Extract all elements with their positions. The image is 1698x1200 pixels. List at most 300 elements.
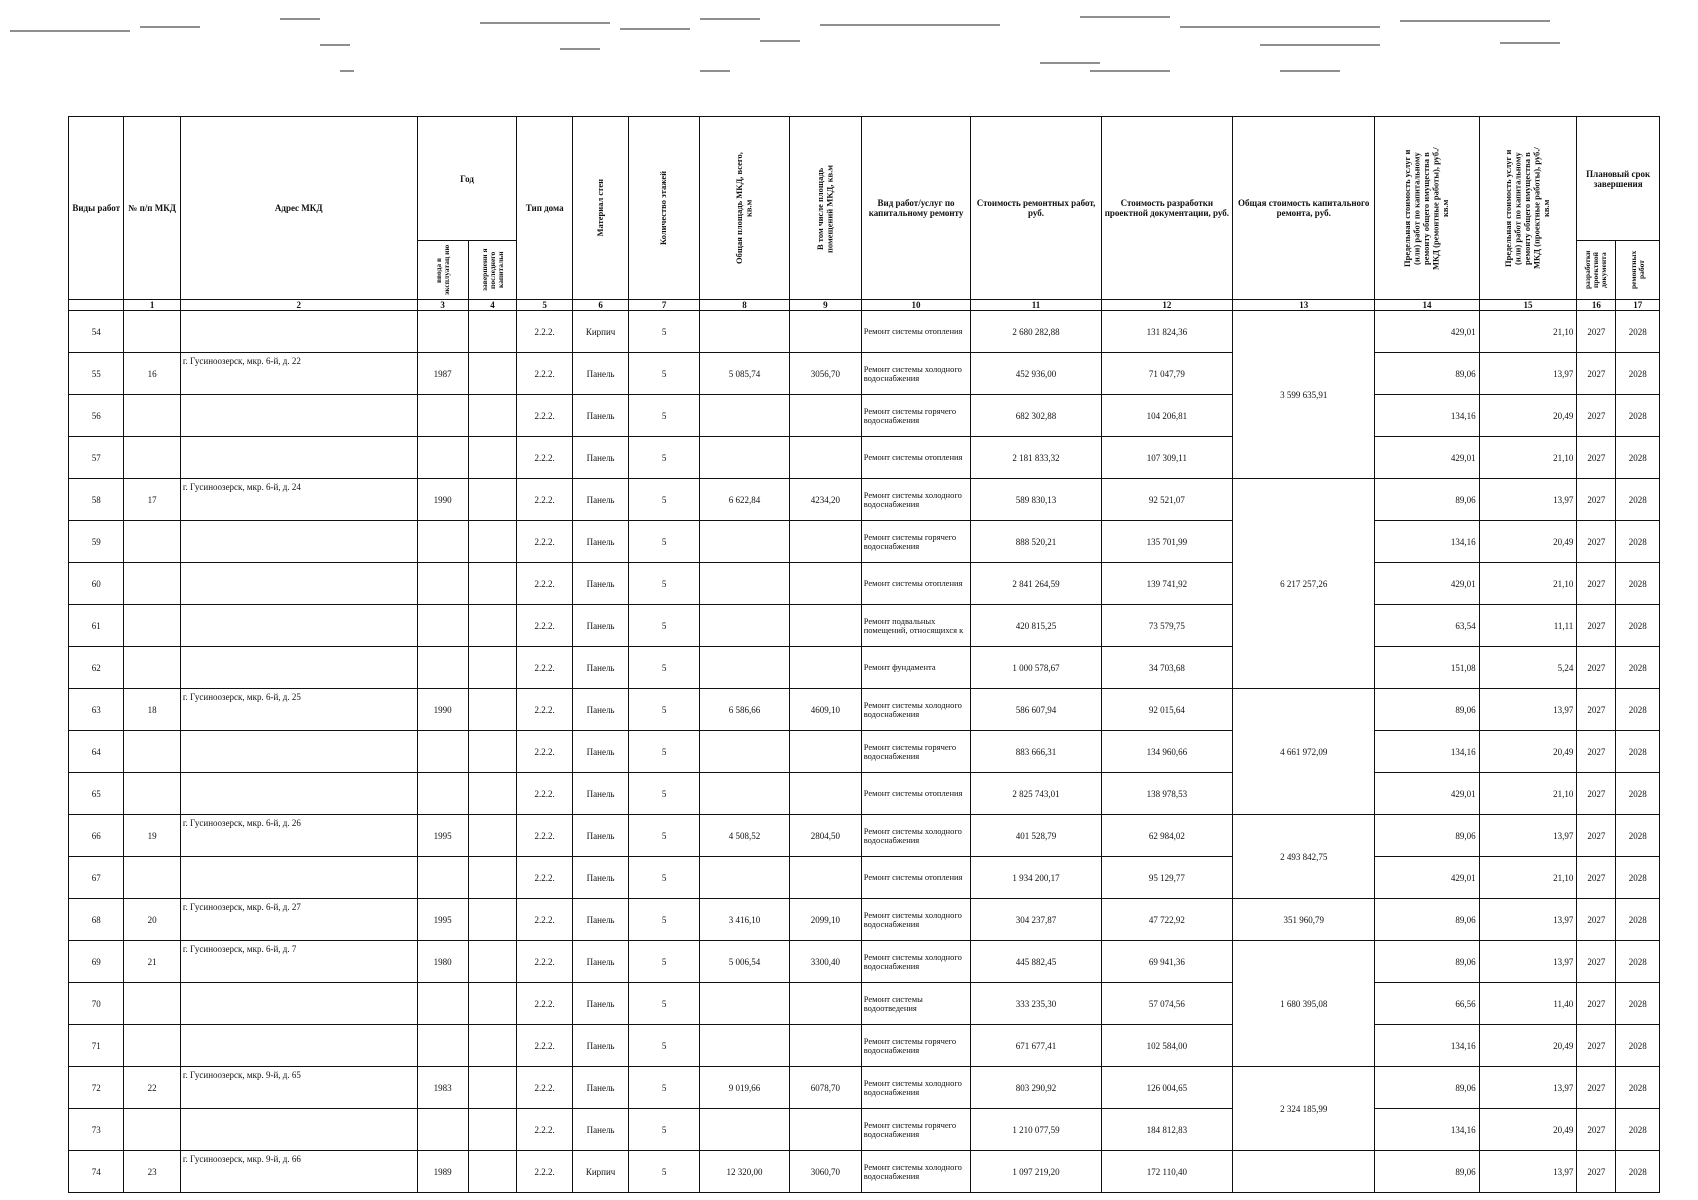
house-type: 2.2.2.: [517, 1025, 572, 1067]
repair-cost: 586 607,94: [971, 689, 1101, 731]
premises-area: 4609,10: [790, 689, 862, 731]
premises-area: 3060,70: [790, 1151, 862, 1193]
address: [180, 1025, 417, 1067]
header-year: Год: [417, 117, 517, 241]
year-overhaul: [468, 773, 517, 815]
deadline-repair: 2028: [1616, 353, 1660, 395]
wall-material: Панель: [572, 353, 628, 395]
column-number: 8: [699, 300, 789, 311]
limit-repair: 134,16: [1375, 521, 1479, 563]
header-design-cost: Стоимость разработки проектной документации, руб.: [1101, 117, 1232, 300]
design-cost: 69 941,36: [1101, 941, 1232, 983]
row-number: 71: [69, 1025, 124, 1067]
service-type: [861, 1025, 971, 1067]
year-commission: 1995: [417, 899, 468, 941]
repair-cost: 671 677,41: [971, 1025, 1101, 1067]
limit-design: 13,97: [1479, 353, 1577, 395]
year-overhaul: [468, 1151, 517, 1193]
house-type: 2.2.2.: [517, 773, 572, 815]
total-area: 3 416,10: [699, 899, 789, 941]
deadline-design: 2027: [1577, 899, 1616, 941]
header-total-area: Общая площадь МКД, всего, кв.м: [699, 117, 789, 300]
column-number: 9: [790, 300, 862, 311]
premises-area: 2804,50: [790, 815, 862, 857]
table-row: [69, 437, 1660, 479]
column-number: 14: [1375, 300, 1479, 311]
address: [180, 647, 417, 689]
limit-design: 21,10: [1479, 437, 1577, 479]
header-service-type: Вид работ/услуг по капитальному ремонту: [861, 117, 971, 300]
year-overhaul: [468, 311, 517, 353]
limit-repair: 429,01: [1375, 311, 1479, 353]
header-year-overhaul: завершени я последнего капитальн: [468, 241, 517, 300]
limit-repair: 134,16: [1375, 731, 1479, 773]
limit-design: 13,97: [1479, 1151, 1577, 1193]
floors: 5: [629, 647, 700, 689]
service-type-text: Ремонт системы холодного водоснабжения: [863, 910, 962, 929]
total-area: [699, 731, 789, 773]
table-row: [69, 353, 1660, 395]
total-cost: [1233, 1151, 1375, 1193]
floors: 5: [629, 899, 700, 941]
deadline-repair: 2028: [1616, 563, 1660, 605]
year-commission: [417, 563, 468, 605]
mkd-number: 21: [124, 941, 180, 983]
deadline-repair: 2028: [1616, 689, 1660, 731]
deadline-repair: 2028: [1616, 521, 1660, 563]
year-overhaul: [468, 857, 517, 899]
table-header: [69, 117, 1660, 311]
deadline-design: 2027: [1577, 773, 1616, 815]
service-type: [861, 311, 971, 353]
deadline-repair: 2028: [1616, 311, 1660, 353]
address: г. Гусиноозерск, мкр. 6-й, д. 27: [180, 899, 417, 941]
wall-material: Панель: [572, 857, 628, 899]
year-overhaul: [468, 353, 517, 395]
header-address: Адрес МКД: [180, 117, 417, 300]
service-type-text: Ремонт системы холодного водоснабжения: [863, 364, 962, 383]
address: [180, 1109, 417, 1151]
service-type-text: Ремонт системы холодного водоснабжения: [863, 1078, 962, 1097]
total-cost: 351 960,79: [1233, 899, 1375, 941]
row-number: 74: [69, 1151, 124, 1193]
repair-cost: 1 097 219,20: [971, 1151, 1101, 1193]
limit-design: 11,11: [1479, 605, 1577, 647]
year-overhaul: [468, 521, 517, 563]
limit-repair: 429,01: [1375, 563, 1479, 605]
repair-cost: 1 210 077,59: [971, 1109, 1101, 1151]
mkd-number: [124, 857, 180, 899]
year-overhaul: [468, 983, 517, 1025]
deadline-repair: 2028: [1616, 815, 1660, 857]
deadline-repair: 2028: [1616, 773, 1660, 815]
wall-material: Панель: [572, 815, 628, 857]
wall-material: Панель: [572, 1025, 628, 1067]
total-cost: 1 680 395,08: [1233, 941, 1375, 1067]
service-type: [861, 899, 971, 941]
mkd-number: 23: [124, 1151, 180, 1193]
service-type: [861, 1109, 971, 1151]
repair-cost: 445 882,45: [971, 941, 1101, 983]
deadline-design: 2027: [1577, 647, 1616, 689]
deadline-design: 2027: [1577, 437, 1616, 479]
deadline-design: 2027: [1577, 353, 1616, 395]
year-overhaul: [468, 1109, 517, 1151]
year-commission: 1990: [417, 689, 468, 731]
row-number: 60: [69, 563, 124, 605]
deadline-design: 2027: [1577, 479, 1616, 521]
design-cost: 102 584,00: [1101, 1025, 1232, 1067]
total-area: [699, 395, 789, 437]
mkd-number: [124, 983, 180, 1025]
deadline-repair: 2028: [1616, 1067, 1660, 1109]
design-cost: 73 579,75: [1101, 605, 1232, 647]
row-number: 72: [69, 1067, 124, 1109]
floors: 5: [629, 1025, 700, 1067]
mkd-number: [124, 395, 180, 437]
repair-cost: 2 680 282,88: [971, 311, 1101, 353]
service-type-text: Ремонт системы горячего водоснабжения: [863, 532, 957, 551]
deadline-repair: 2028: [1616, 437, 1660, 479]
mkd-number: [124, 1025, 180, 1067]
premises-area: [790, 563, 862, 605]
row-number: 69: [69, 941, 124, 983]
limit-design: 21,10: [1479, 311, 1577, 353]
floors: 5: [629, 1109, 700, 1151]
service-type: [861, 353, 971, 395]
service-type: [861, 1151, 971, 1193]
year-overhaul: [468, 1025, 517, 1067]
premises-area: 6078,70: [790, 1067, 862, 1109]
table-row: [69, 1067, 1660, 1109]
limit-repair: 89,06: [1375, 815, 1479, 857]
row-number: 64: [69, 731, 124, 773]
row-number: 59: [69, 521, 124, 563]
table-row: [69, 479, 1660, 521]
service-type-text: Ремонт системы горячего водоснабжения: [863, 1036, 957, 1055]
deadline-design: 2027: [1577, 815, 1616, 857]
header-house-type: Тип дома: [517, 117, 572, 300]
row-number: 55: [69, 353, 124, 395]
table-row: [69, 395, 1660, 437]
table-row: [69, 1025, 1660, 1067]
repair-cost: 420 815,25: [971, 605, 1101, 647]
row-number: 62: [69, 647, 124, 689]
mkd-number: [124, 605, 180, 647]
year-commission: [417, 437, 468, 479]
service-type-text: Ремонт системы горячего водоснабжения: [863, 1120, 957, 1139]
mkd-number: 18: [124, 689, 180, 731]
repair-cost: 2 841 264,59: [971, 563, 1101, 605]
repair-cost: 2 825 743,01: [971, 773, 1101, 815]
header-mkd-number: № п/п МКД: [124, 117, 180, 300]
column-number: 11: [971, 300, 1101, 311]
row-number: 57: [69, 437, 124, 479]
table-row: [69, 563, 1660, 605]
column-number: 5: [517, 300, 572, 311]
year-commission: [417, 605, 468, 647]
house-type: 2.2.2.: [517, 605, 572, 647]
design-cost: 139 741,92: [1101, 563, 1232, 605]
premises-area: [790, 1109, 862, 1151]
table-row: [69, 899, 1660, 941]
design-cost: 138 978,53: [1101, 773, 1232, 815]
column-number: 10: [861, 300, 971, 311]
wall-material: Панель: [572, 395, 628, 437]
floors: 5: [629, 983, 700, 1025]
repair-cost: 401 528,79: [971, 815, 1101, 857]
scan-artifacts: [0, 0, 1698, 90]
service-type-text: Ремонт фундамента: [863, 663, 936, 672]
design-cost: 184 812,83: [1101, 1109, 1232, 1151]
house-type: 2.2.2.: [517, 395, 572, 437]
total-cost: 2 493 842,75: [1233, 815, 1375, 899]
premises-area: [790, 311, 862, 353]
service-type-text: Ремонт системы водоотведения: [863, 994, 923, 1013]
limit-repair: 89,06: [1375, 1151, 1479, 1193]
repair-cost: 1 000 578,67: [971, 647, 1101, 689]
floors: 5: [629, 1151, 700, 1193]
total-area: [699, 311, 789, 353]
premises-area: [790, 605, 862, 647]
house-type: 2.2.2.: [517, 563, 572, 605]
address: г. Гусиноозерск, мкр. 6-й, д. 7: [180, 941, 417, 983]
wall-material: Панель: [572, 689, 628, 731]
floors: 5: [629, 857, 700, 899]
design-cost: 47 722,92: [1101, 899, 1232, 941]
total-area: 5 085,74: [699, 353, 789, 395]
design-cost: 92 521,07: [1101, 479, 1232, 521]
wall-material: Панель: [572, 773, 628, 815]
total-area: [699, 563, 789, 605]
service-type-text: Ремонт системы отопления: [863, 789, 963, 798]
wall-material: Панель: [572, 605, 628, 647]
row-number: 58: [69, 479, 124, 521]
premises-area: [790, 647, 862, 689]
year-commission: [417, 1109, 468, 1151]
service-type: [861, 437, 971, 479]
column-number: 12: [1101, 300, 1232, 311]
year-overhaul: [468, 941, 517, 983]
row-number: 65: [69, 773, 124, 815]
service-type-text: Ремонт системы холодного водоснабжения: [863, 826, 962, 845]
total-area: 5 006,54: [699, 941, 789, 983]
repair-plan-sheet: [68, 116, 1660, 1193]
total-area: [699, 1109, 789, 1151]
total-area: 9 019,66: [699, 1067, 789, 1109]
mkd-number: [124, 437, 180, 479]
design-cost: 107 309,11: [1101, 437, 1232, 479]
header-limit-design: Предельная стоимость услуг и (или) работ по капитальному ремонту общего имущества в МКД (проектные работы), руб./кв.м: [1479, 117, 1577, 300]
mkd-number: [124, 311, 180, 353]
deadline-repair: 2028: [1616, 1109, 1660, 1151]
floors: 5: [629, 311, 700, 353]
service-type: [861, 689, 971, 731]
deadline-design: 2027: [1577, 689, 1616, 731]
year-commission: 1989: [417, 1151, 468, 1193]
mkd-number: 16: [124, 353, 180, 395]
table-row: [69, 689, 1660, 731]
floors: 5: [629, 689, 700, 731]
service-type: [861, 479, 971, 521]
total-area: [699, 605, 789, 647]
table-row: [69, 815, 1660, 857]
total-cost: 3 599 635,91: [1233, 311, 1375, 479]
deadline-repair: 2028: [1616, 899, 1660, 941]
year-overhaul: [468, 815, 517, 857]
repair-cost: 304 237,87: [971, 899, 1101, 941]
mkd-number: 20: [124, 899, 180, 941]
table-row: [69, 773, 1660, 815]
table-row: [69, 857, 1660, 899]
floors: 5: [629, 773, 700, 815]
total-area: [699, 437, 789, 479]
deadline-design: 2027: [1577, 983, 1616, 1025]
limit-repair: 429,01: [1375, 857, 1479, 899]
total-area: [699, 857, 789, 899]
table-row: [69, 605, 1660, 647]
design-cost: 71 047,79: [1101, 353, 1232, 395]
house-type: 2.2.2.: [517, 437, 572, 479]
design-cost: 126 004,65: [1101, 1067, 1232, 1109]
mkd-number: 22: [124, 1067, 180, 1109]
house-type: 2.2.2.: [517, 689, 572, 731]
header-total-cost: Общая стоимость капитального ремонта, руб.: [1233, 117, 1375, 300]
repair-cost: 452 936,00: [971, 353, 1101, 395]
limit-design: 13,97: [1479, 479, 1577, 521]
limit-repair: 134,16: [1375, 395, 1479, 437]
year-commission: [417, 983, 468, 1025]
limit-design: 20,49: [1479, 521, 1577, 563]
wall-material: Панель: [572, 899, 628, 941]
address: [180, 731, 417, 773]
year-overhaul: [468, 1067, 517, 1109]
total-area: 6 586,66: [699, 689, 789, 731]
service-type-text: Ремонт подвальных помещений, относящихся к: [863, 616, 964, 635]
mkd-number: [124, 731, 180, 773]
address: [180, 311, 417, 353]
service-type: [861, 647, 971, 689]
limit-repair: 89,06: [1375, 689, 1479, 731]
year-overhaul: [468, 899, 517, 941]
wall-material: Панель: [572, 1109, 628, 1151]
house-type: 2.2.2.: [517, 899, 572, 941]
row-number: 56: [69, 395, 124, 437]
service-type-text: Ремонт системы отопления: [863, 579, 963, 588]
year-commission: [417, 773, 468, 815]
header-deadline-repair: ремонтных работ: [1616, 241, 1660, 300]
limit-repair: 89,06: [1375, 353, 1479, 395]
wall-material: Панель: [572, 983, 628, 1025]
premises-area: [790, 437, 862, 479]
header-work-type: Виды работ: [69, 117, 124, 300]
year-overhaul: [468, 605, 517, 647]
total-cost: 4 661 972,09: [1233, 689, 1375, 815]
floors: 5: [629, 731, 700, 773]
address: г. Гусиноозерск, мкр. 9-й, д. 66: [180, 1151, 417, 1193]
year-overhaul: [468, 437, 517, 479]
wall-material: Панель: [572, 647, 628, 689]
deadline-repair: 2028: [1616, 605, 1660, 647]
service-type: [861, 1067, 971, 1109]
service-type: [861, 731, 971, 773]
column-number: 17: [1616, 300, 1660, 311]
house-type: 2.2.2.: [517, 1109, 572, 1151]
limit-design: 13,97: [1479, 941, 1577, 983]
service-type: [861, 941, 971, 983]
table-row: [69, 1151, 1660, 1193]
year-commission: [417, 857, 468, 899]
house-type: 2.2.2.: [517, 1151, 572, 1193]
deadline-repair: 2028: [1616, 983, 1660, 1025]
column-number: 16: [1577, 300, 1616, 311]
column-number: 13: [1233, 300, 1375, 311]
design-cost: 134 960,66: [1101, 731, 1232, 773]
premises-area: [790, 857, 862, 899]
design-cost: 131 824,36: [1101, 311, 1232, 353]
premises-area: 4234,20: [790, 479, 862, 521]
limit-repair: 89,06: [1375, 899, 1479, 941]
service-type: [861, 773, 971, 815]
deadline-design: 2027: [1577, 1067, 1616, 1109]
total-area: [699, 1025, 789, 1067]
limit-design: 20,49: [1479, 1109, 1577, 1151]
limit-design: 21,10: [1479, 563, 1577, 605]
deadline-repair: 2028: [1616, 395, 1660, 437]
year-overhaul: [468, 395, 517, 437]
table-row: [69, 983, 1660, 1025]
house-type: 2.2.2.: [517, 941, 572, 983]
premises-area: 3300,40: [790, 941, 862, 983]
column-number-row: [69, 300, 1660, 311]
floors: 5: [629, 521, 700, 563]
house-type: 2.2.2.: [517, 521, 572, 563]
wall-material: Панель: [572, 731, 628, 773]
deadline-design: 2027: [1577, 1109, 1616, 1151]
year-commission: 1990: [417, 479, 468, 521]
limit-repair: 134,16: [1375, 1109, 1479, 1151]
service-type: [861, 521, 971, 563]
deadline-design: 2027: [1577, 731, 1616, 773]
premises-area: [790, 731, 862, 773]
wall-material: Панель: [572, 521, 628, 563]
deadline-repair: 2028: [1616, 731, 1660, 773]
address: [180, 395, 417, 437]
table-body: [69, 311, 1660, 1193]
total-area: [699, 983, 789, 1025]
floors: 5: [629, 395, 700, 437]
premises-area: [790, 521, 862, 563]
design-cost: 135 701,99: [1101, 521, 1232, 563]
premises-area: [790, 773, 862, 815]
limit-repair: 89,06: [1375, 1067, 1479, 1109]
limit-design: 21,10: [1479, 773, 1577, 815]
house-type: 2.2.2.: [517, 353, 572, 395]
table-row: [69, 1109, 1660, 1151]
header-deadline: Плановый срок завершения: [1577, 117, 1660, 241]
table-row: [69, 647, 1660, 689]
limit-repair: 89,06: [1375, 941, 1479, 983]
limit-design: 20,49: [1479, 395, 1577, 437]
mkd-number: 19: [124, 815, 180, 857]
address: г. Гусиноозерск, мкр. 6-й, д. 22: [180, 353, 417, 395]
house-type: 2.2.2.: [517, 647, 572, 689]
year-commission: 1980: [417, 941, 468, 983]
mkd-number: [124, 1109, 180, 1151]
limit-design: 13,97: [1479, 1067, 1577, 1109]
repair-cost: 333 235,30: [971, 983, 1101, 1025]
table-row: [69, 731, 1660, 773]
